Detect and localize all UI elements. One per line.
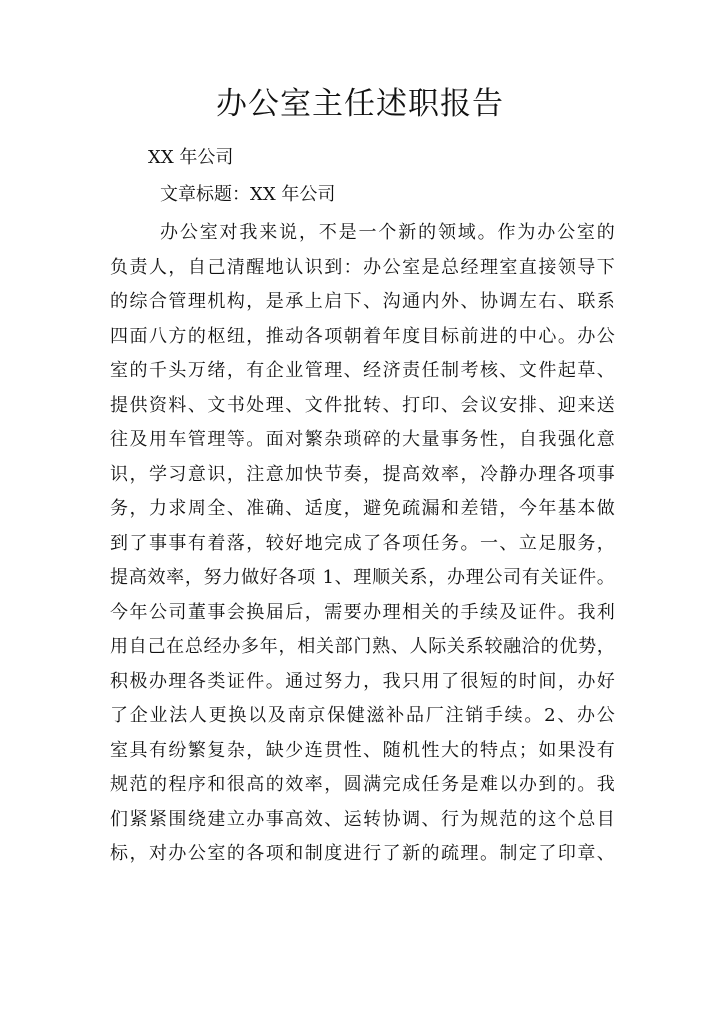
body-text xyxy=(110,216,615,872)
body-line: 们紧紧围绕建立办事高效、运转协调、行为规范的这个总目 xyxy=(110,808,615,830)
body-line: 办公室对我来说，不是一个新的领域。作为办公室的 xyxy=(160,222,615,243)
body-line: 务，力求周全、准确、适度，避免疏漏和差错，今年基本做 xyxy=(110,498,615,519)
body-line: 到了事事有着落，较好地完成了各项任务。一、立足服务， xyxy=(110,532,615,554)
body-line: 负责人，自己清醒地认识到：办公室是总经理室直接领导下 xyxy=(110,256,615,278)
body-line: 室的千头万绪，有企业管理、经济责任制考核、文件起草、 xyxy=(110,360,615,381)
body-line: 室具有纷繁复杂，缺少连贯性、随机性大的特点；如果没有 xyxy=(110,739,615,761)
body-line: 规范的程序和很高的效率，圆满完成任务是难以办到的。我 xyxy=(110,774,615,795)
body-line: 用自己在总经办多年，相关部门熟、人际关系较融洽的优势， xyxy=(110,636,615,657)
body-line: 标，对办公室的各项和制度进行了新的疏理。制定了印章、 xyxy=(110,843,615,864)
body-line: 识，学习意识，注意加快节奏，提高效率，冷静办理各项事 xyxy=(110,463,615,485)
article-title-line: 文章标题：XX 年公司 xyxy=(160,184,336,205)
company-line: XX 年公司 xyxy=(148,147,234,168)
body-line: 提高效率，努力做好各项 1、理顺关系，办理公司有关证件。 xyxy=(110,567,615,588)
body-line: 积极办理各类证件。通过努力，我只用了很短的时间，办好 xyxy=(110,670,615,692)
body-line: 了企业法人更换以及南京保健滋补品厂注销手续。2、办公 xyxy=(110,705,615,726)
body-line: 往及用车管理等。面对繁杂琐碎的大量事务性，自我强化意 xyxy=(110,429,615,450)
document-title: 办公室主任述职报告 xyxy=(216,86,504,122)
body-line: 的综合管理机构，是承上启下、沟通内外、协调左右、联系 xyxy=(110,291,615,312)
body-line: 今年公司董事会换届后，需要办理相关的手续及证件。我利 xyxy=(110,601,615,623)
body-line: 提供资料、文书处理、文件批转、打印、会议安排、迎来送 xyxy=(110,394,615,416)
body-line: 四面八方的枢纽，推动各项朝着年度目标前进的中心。办公 xyxy=(110,325,615,347)
